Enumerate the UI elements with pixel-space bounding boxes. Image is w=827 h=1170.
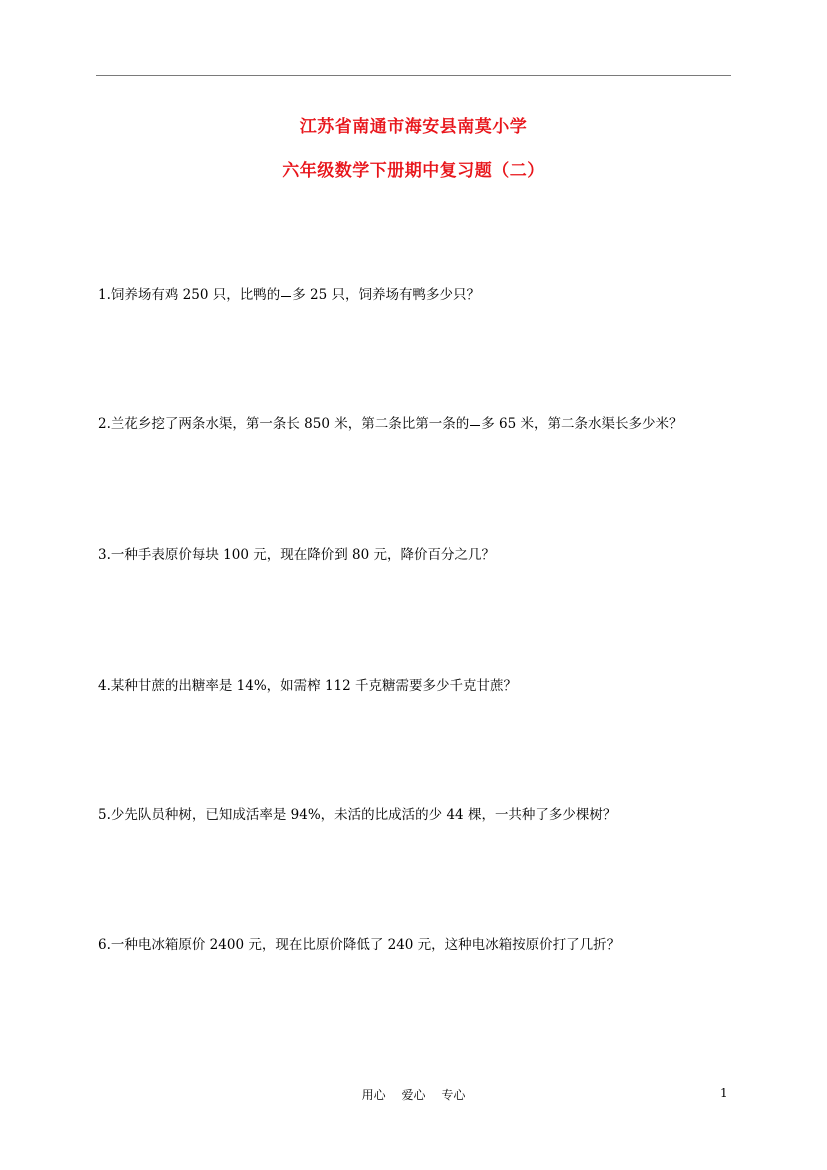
fraction-symbol xyxy=(469,418,481,432)
question-2-text-after: 多 65 米，第二条水渠长多少米？ xyxy=(481,416,683,432)
question-4: 4.某种甘蔗的出糖率是 14%，如需榨 112 千克糖需要多少千克甘蔗？ xyxy=(98,678,518,694)
footer-item: 爱心 xyxy=(401,1088,426,1102)
page-number: 1 xyxy=(720,1086,728,1100)
footer-item: 专心 xyxy=(441,1088,466,1102)
page-footer xyxy=(0,1086,827,1103)
question-2-text-before: 2.兰花乡挖了两条水渠，第一条长 850 米，第二条比第一条的 xyxy=(98,416,470,432)
question-1-text-after: 多 25 只，饲养场有鸭多少只？ xyxy=(292,287,480,303)
document-title: 江苏省南通市海安县南莫小学 xyxy=(299,117,528,137)
question-2 xyxy=(98,414,683,434)
question-3: 3.一种手表原价每块 100 元，现在降价到 80 元，降价百分之几？ xyxy=(98,547,495,563)
header-rule xyxy=(96,75,731,76)
question-1-text-before: 1.饲养场有鸡 250 只，比鸭的 xyxy=(98,287,281,303)
footer-item: 用心 xyxy=(361,1088,386,1102)
question-1 xyxy=(98,285,480,305)
question-5: 5.少先队员种树，已知成活率是 94%，未活的比成活的少 44 棵，一共种了多少棵树？ xyxy=(98,807,617,823)
fraction-symbol xyxy=(280,289,292,303)
question-6: 6.一种电冰箱原价 2400 元，现在比原价降低了 240 元，这种电冰箱按原价打了几折？ xyxy=(98,937,621,953)
document-subtitle: 六年级数学下册期中复习题（二） xyxy=(282,161,545,181)
